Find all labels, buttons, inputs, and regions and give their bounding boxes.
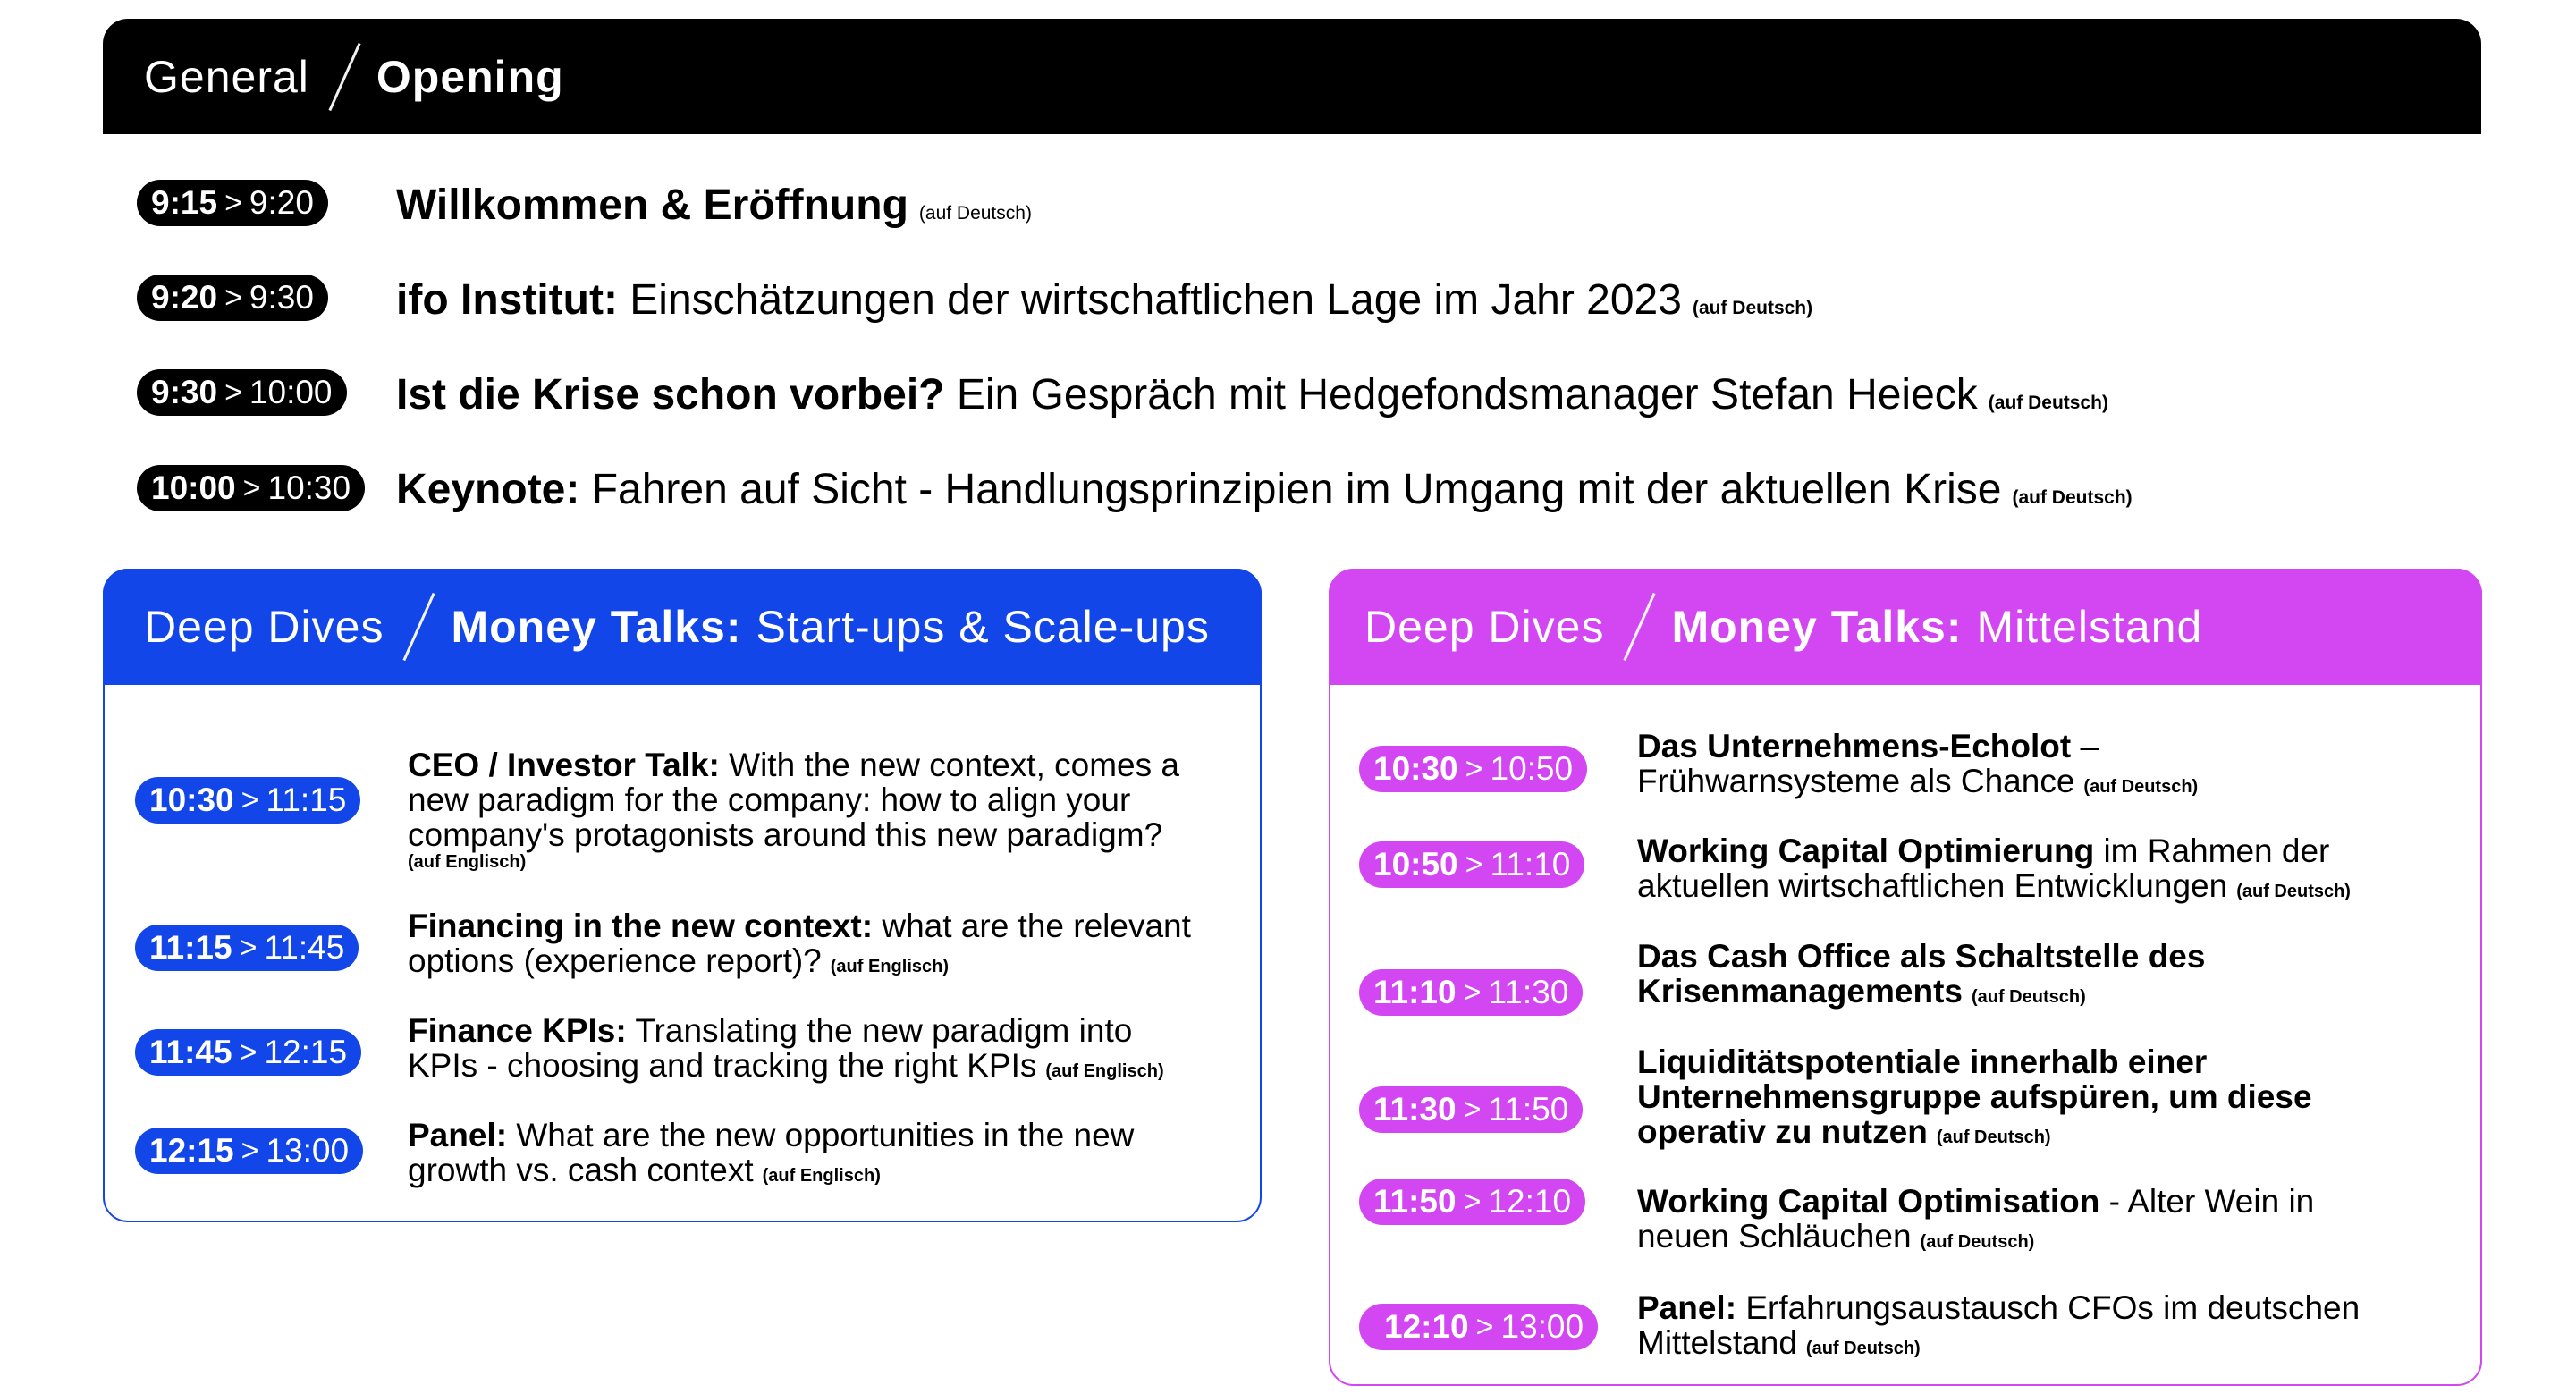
time-start: 9:30 <box>151 374 218 410</box>
language-note: (auf Englisch) <box>762 1166 881 1186</box>
session-text: aktuellen wirtschaftlichen Entwicklungen <box>1637 867 2228 904</box>
time-start: 10:00 <box>151 469 236 506</box>
session-title-bold: Krisenmanagements <box>1637 973 1963 1010</box>
arrow-icon: > <box>1465 751 1483 786</box>
time-pill <box>1359 1179 1585 1225</box>
language-note: (auf Deutsch) <box>1805 1339 1921 1358</box>
arrow-icon: > <box>239 930 258 965</box>
arrow-icon: > <box>241 1133 259 1168</box>
session-title-bold: Working Capital Optimierung <box>1637 832 2095 869</box>
session-title-bold: Finance KPIs: <box>408 1012 627 1049</box>
time-start: 11:30 <box>1373 1091 1457 1128</box>
session-title-bold: Panel: <box>1637 1289 1737 1326</box>
language-note: (auf Deutsch) <box>918 203 1032 224</box>
time-end: 11:50 <box>1488 1091 1569 1128</box>
time-pill <box>1359 1304 1598 1350</box>
language-note: (auf Deutsch) <box>1936 1128 2051 1147</box>
time-start: 11:50 <box>1373 1183 1457 1220</box>
general-title: Opening <box>376 51 564 102</box>
session-text: - Alter Wein in <box>2099 1183 2315 1220</box>
panel-category: Deep Dives <box>1364 602 1605 652</box>
time-pill <box>135 777 360 824</box>
session-description <box>1637 729 2469 805</box>
session-title-rest: Einschätzungen der wirtschaftlichen Lage im Jahr 2023 <box>629 276 1682 324</box>
session-description <box>1637 1290 2469 1366</box>
arrow-icon: > <box>1465 847 1483 882</box>
time-start: 12:15 <box>149 1132 234 1169</box>
session-title <box>396 184 1032 227</box>
time-end: 11:30 <box>1488 974 1569 1010</box>
time-pill <box>137 465 365 511</box>
arrow-icon: > <box>1463 1092 1482 1127</box>
session-description <box>1637 833 2469 909</box>
session-description <box>1637 939 2469 1015</box>
arrow-icon: > <box>1463 975 1482 1010</box>
language-note: (auf Englisch) <box>1045 1061 1164 1081</box>
session-title-rest: Ein Gespräch mit Hedgefondsmanager Stefan Heieck <box>956 371 1978 418</box>
time-end: 12:10 <box>1488 1183 1572 1220</box>
session-text: growth vs. cash context <box>408 1152 754 1188</box>
time-pill <box>137 275 328 321</box>
session-text: options (experience report)? <box>408 942 822 979</box>
time-start: 11:10 <box>1373 974 1457 1010</box>
time-start: 10:50 <box>1373 846 1458 883</box>
language-note: (auf Englisch) <box>408 852 527 872</box>
session-text: new paradigm for the company: how to align your <box>408 781 1131 818</box>
session-description <box>408 1013 1248 1089</box>
session-text: what are the relevant <box>882 908 1191 944</box>
session-title-rest: Fahren auf Sicht - Handlungsprinzipien im Umgang mit der aktuellen Krise <box>591 466 2002 513</box>
startups-header-bar <box>103 569 1262 685</box>
language-note: (auf Deutsch) <box>1971 987 2086 1007</box>
language-note: (auf Deutsch) <box>2083 777 2199 797</box>
general-category: General <box>144 51 309 102</box>
session-text: KPIs - choosing and tracking the right KPIs <box>408 1047 1037 1084</box>
session-title <box>396 466 2133 513</box>
session-title-bold: Panel: <box>408 1117 508 1153</box>
header-slash <box>1624 593 1656 661</box>
time-start: 12:10 <box>1384 1308 1469 1345</box>
language-note: (auf Deutsch) <box>1692 298 1813 318</box>
arrow-icon: > <box>1463 1184 1482 1219</box>
time-end: 13:00 <box>266 1132 350 1169</box>
session-text: im Rahmen der <box>2094 832 2330 869</box>
arrow-icon: > <box>241 782 259 817</box>
time-end: 11:10 <box>1490 846 1571 883</box>
time-end: 10:50 <box>1490 750 1574 787</box>
header-slash <box>403 593 435 661</box>
time-pill <box>135 925 359 971</box>
panel-subtitle: Mittelstand <box>1976 602 2203 652</box>
time-start: 11:15 <box>149 929 232 966</box>
session-title-bold: Unternehmensgruppe aufspüren, um diese <box>1637 1078 2312 1115</box>
session-text: Translating the new paradigm into <box>635 1012 1133 1049</box>
session-title-bold: Willkommen & Eröffnung <box>396 182 908 229</box>
time-start: 10:30 <box>149 781 234 818</box>
panel-category: Deep Dives <box>144 602 384 652</box>
time-end: 9:20 <box>249 184 314 221</box>
session-title-bold: operativ zu nutzen <box>1637 1113 1928 1150</box>
time-end: 11:45 <box>264 929 345 966</box>
general-header-bar <box>103 19 2481 134</box>
session-title <box>396 276 1813 324</box>
session-text: Erfahrungsaustausch CFOs im deutschen <box>1736 1289 2361 1326</box>
panel-subtitle: Start-ups & Scale-ups <box>756 602 1210 652</box>
session-title-bold: Working Capital Optimisation <box>1637 1183 2100 1220</box>
arrow-icon: > <box>224 280 242 315</box>
time-start: 11:45 <box>149 1034 232 1070</box>
session-text: company's protagonists around this new paradigm? <box>408 816 1163 853</box>
session-title-bold: ifo Institut: <box>396 276 618 324</box>
time-pill <box>1359 746 1587 792</box>
session-description <box>408 908 1248 984</box>
time-end: 12:15 <box>264 1034 348 1070</box>
time-end: 13:00 <box>1500 1308 1584 1345</box>
session-text: With the new context, comes a <box>729 747 1179 783</box>
time-end: 11:15 <box>266 781 347 818</box>
session-title-bold: Ist die Krise schon vorbei? <box>396 371 945 418</box>
session-text: Mittelstand <box>1637 1324 1797 1361</box>
time-start: 10:30 <box>1373 750 1458 787</box>
time-pill <box>1359 969 1583 1016</box>
session-description <box>1637 1184 2469 1260</box>
time-pill <box>135 1029 361 1076</box>
arrow-icon: > <box>224 185 242 220</box>
session-title-bold: CEO / Investor Talk: <box>408 747 720 783</box>
session-title-bold: Financing in the new context: <box>408 908 874 944</box>
arrow-icon: > <box>1475 1309 1494 1344</box>
language-note: (auf Deutsch) <box>2012 487 2133 508</box>
language-note: (auf Deutsch) <box>1920 1232 2035 1252</box>
panel-title: Money Talks: <box>1671 602 1963 652</box>
session-title-bold: Keynote: <box>396 466 580 513</box>
time-start: 9:20 <box>151 279 218 316</box>
time-start: 9:15 <box>151 184 218 221</box>
session-text: What are the new opportunities in the new <box>516 1117 1135 1153</box>
time-pill <box>1359 841 1584 888</box>
session-text: – <box>2071 728 2099 765</box>
session-title-bold: Liquiditätspotentiale innerhalb einer <box>1637 1043 2208 1080</box>
session-title <box>396 371 2108 418</box>
time-pill <box>135 1128 363 1174</box>
session-description <box>408 1118 1248 1194</box>
language-note: (auf Deutsch) <box>1988 393 2108 413</box>
panel-title: Money Talks: <box>451 602 742 652</box>
header-slash <box>328 42 360 110</box>
time-pill <box>137 369 347 416</box>
session-title-bold: Das Unternehmens-Echolot <box>1637 728 2072 765</box>
time-pill <box>137 180 328 226</box>
session-title-bold: Das Cash Office als Schaltstelle des <box>1637 938 2206 975</box>
time-end: 10:00 <box>249 374 333 410</box>
time-end: 10:30 <box>267 469 351 506</box>
language-note: (auf Deutsch) <box>2236 882 2351 901</box>
arrow-icon: > <box>239 1035 258 1069</box>
mittelstand-header-bar <box>1329 569 2482 685</box>
arrow-icon: > <box>224 375 242 410</box>
time-end: 9:30 <box>249 279 314 316</box>
session-text: Frühwarnsysteme als Chance <box>1637 763 2075 799</box>
session-description <box>408 748 1248 872</box>
arrow-icon: > <box>242 470 261 505</box>
session-text: neuen Schläuchen <box>1637 1218 1912 1255</box>
time-pill <box>1359 1086 1583 1133</box>
session-description <box>1637 1044 2469 1155</box>
language-note: (auf Englisch) <box>830 957 949 976</box>
